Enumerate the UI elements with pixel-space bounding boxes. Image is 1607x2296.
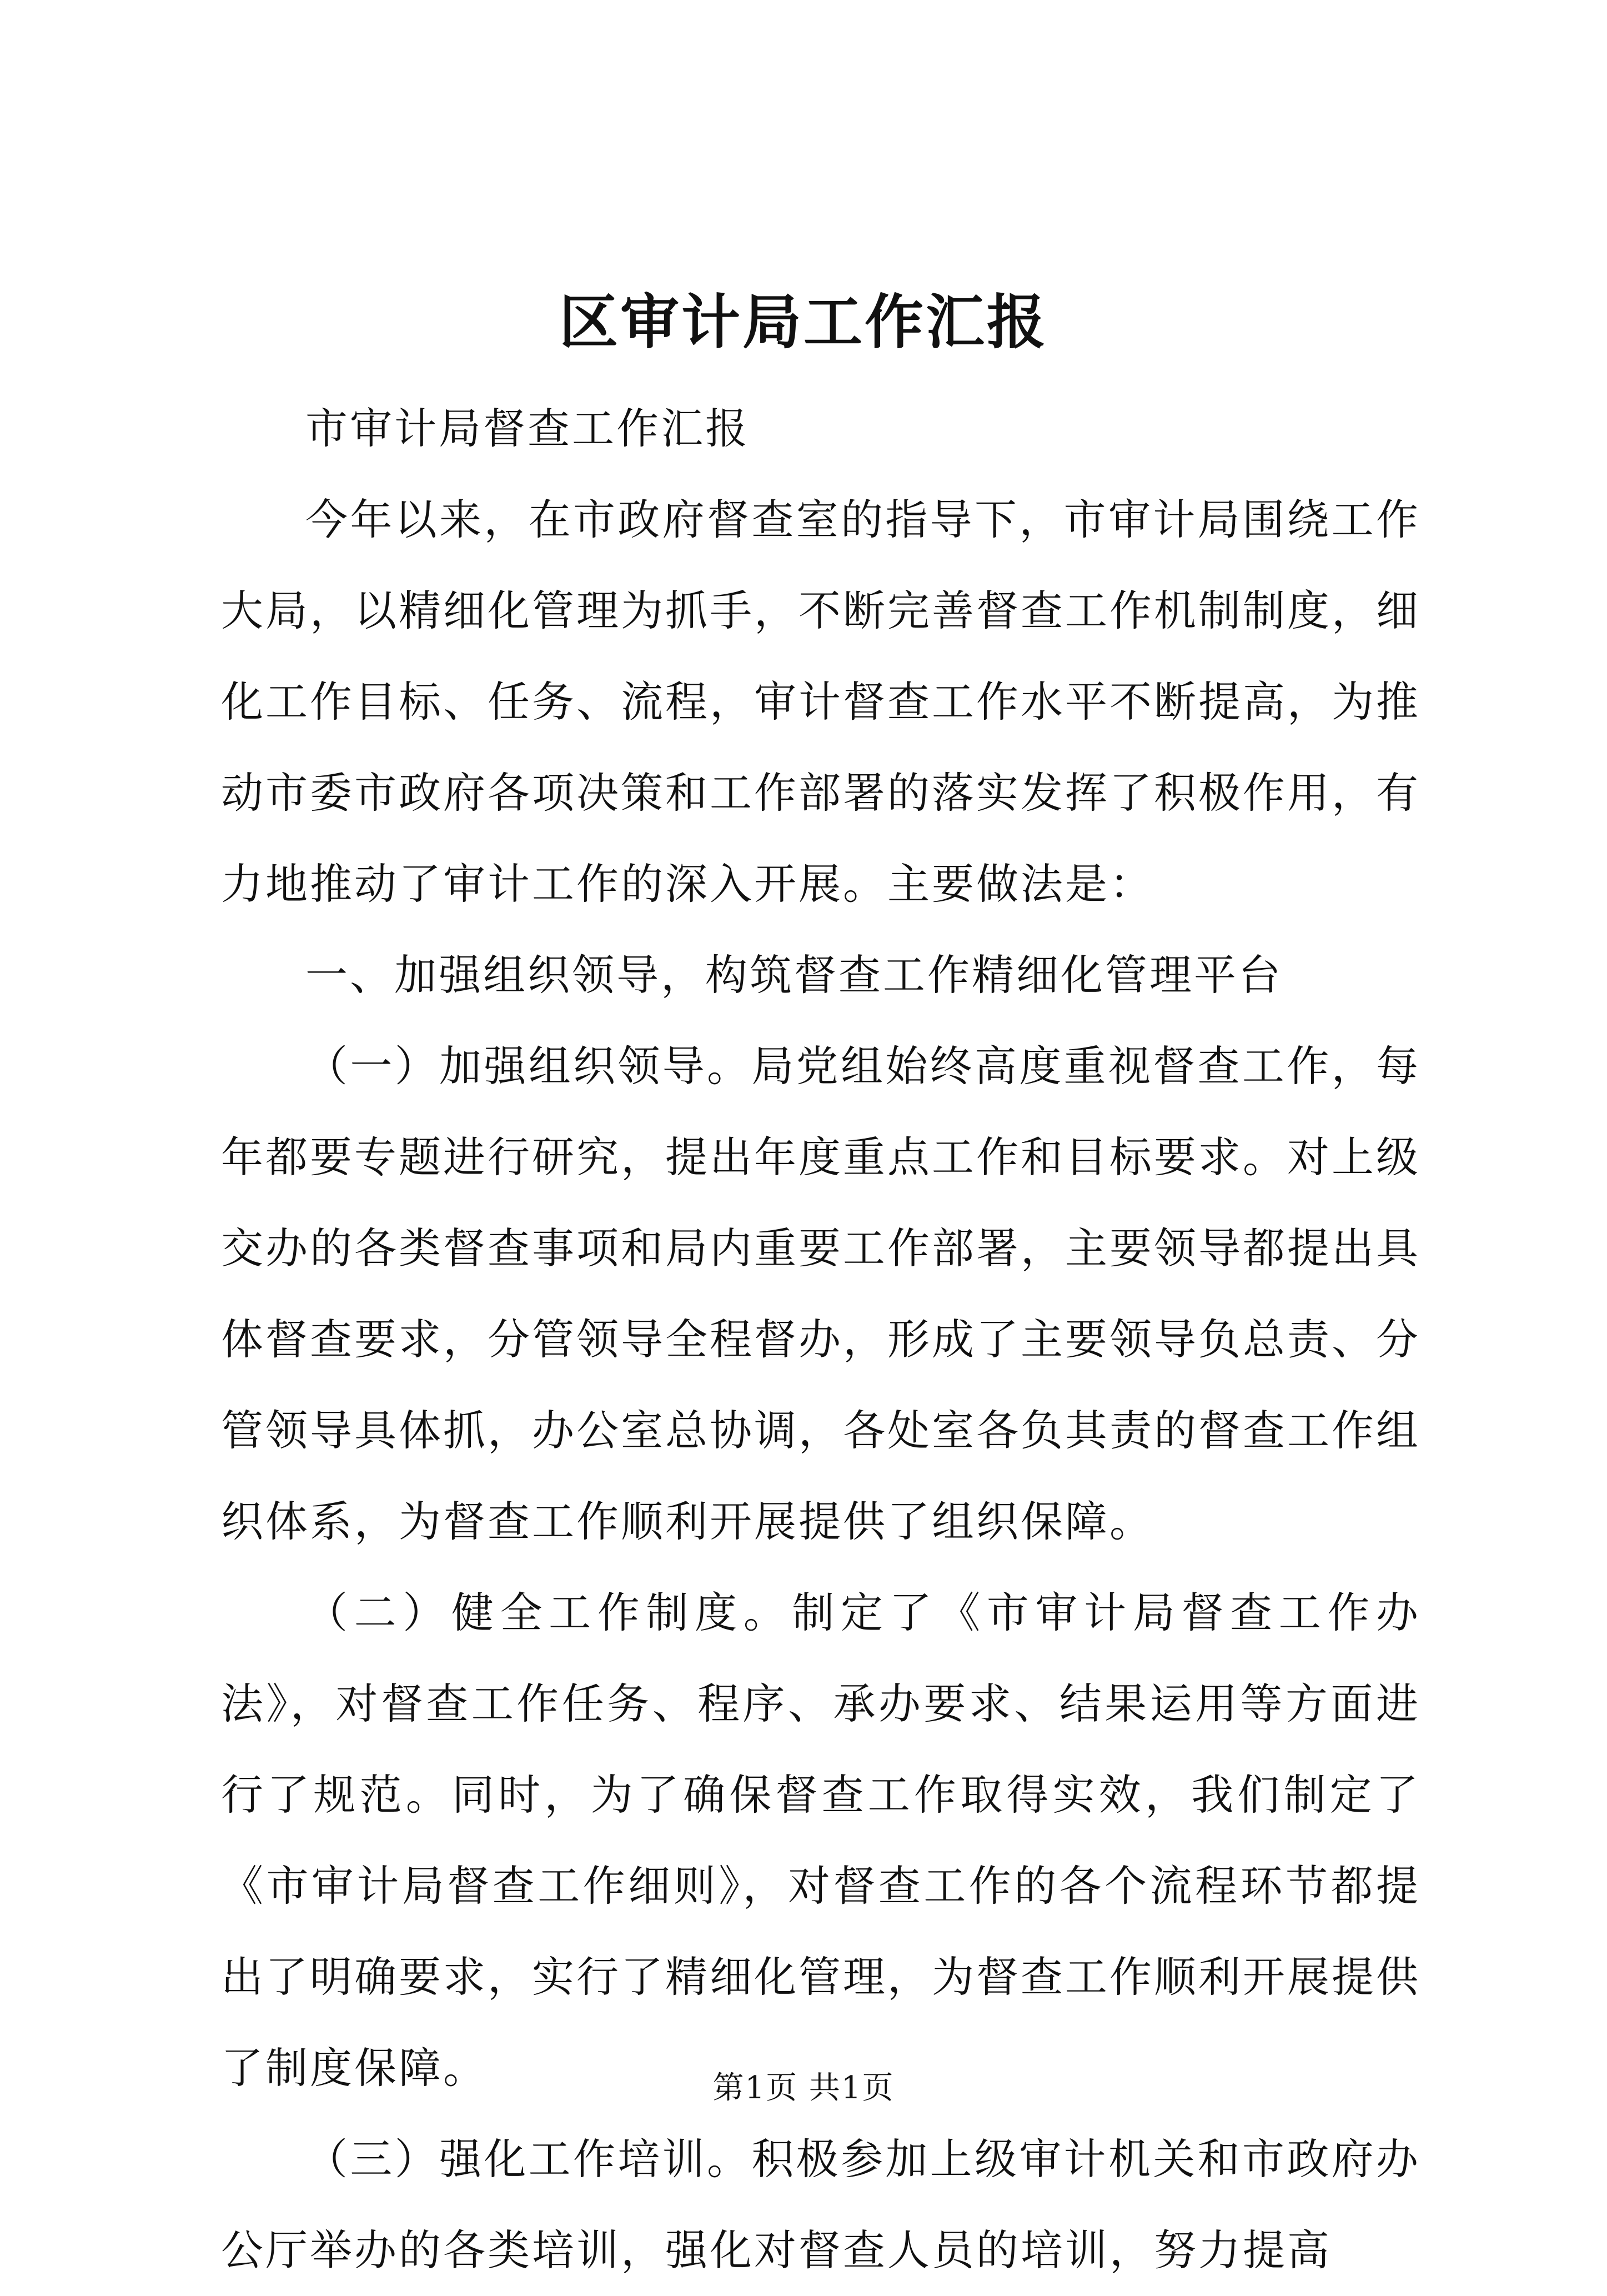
page-footer: 第1页 共1页 xyxy=(712,2070,895,2106)
paragraph-intro: 今年以来，在市政府督查室的指导下，市审计局围绕工作大局，以精细化管理为抓手，不断完善督查工作机制制度，细化工作目标、任务、流程，审计督查工作水平不断提高，为推动市委市政府各项决策和工作部署的落实发挥了积极作用，有力地推动了审计工作的深入开展。主要做法是： xyxy=(221,495,1420,909)
document-body xyxy=(221,383,1420,2296)
paragraph-item-3: （三）强化工作培训。积极参加上级审计机关和市政府办公厅举办的各类培训，强化对督查人员的培训，努力提高 xyxy=(221,2134,1420,2275)
paragraph-section-heading: 一、加强组织领导，构筑督查工作精细化管理平台 xyxy=(305,950,1283,1000)
paragraph-item-1: （一）加强组织领导。局党组始终高度重视督查工作，每年都要专题进行研究，提出年度重点工作和目标要求。对上级交办的各类督查事项和局内重要工作部署，主要领导都提出具体督查要求，分管领导全程督办，形成了主要领导负总责、分管领导具体抓，办公室总协调，各处室各负其责的督查工作组织体系，为督查工作顺利开展提供了组织保障。 xyxy=(221,1041,1420,1546)
paragraph-subtitle: 市审计局督查工作汇报 xyxy=(305,404,750,453)
paragraph-item-2: （二）健全工作制度。制定了《市审计局督查工作办法》，对督查工作任务、程序、承办要求、结果运用等方面进行了规范。同时，为了确保督查工作取得实效，我们制定了《市审计局督查工作细则》，对督查工作的各个流程环节都提出了明确要求，实行了精细化管理，为督查工作顺利开展提供了制度保障。 xyxy=(221,1588,1420,2093)
document-title: 区审计局工作汇报 xyxy=(559,287,1048,357)
